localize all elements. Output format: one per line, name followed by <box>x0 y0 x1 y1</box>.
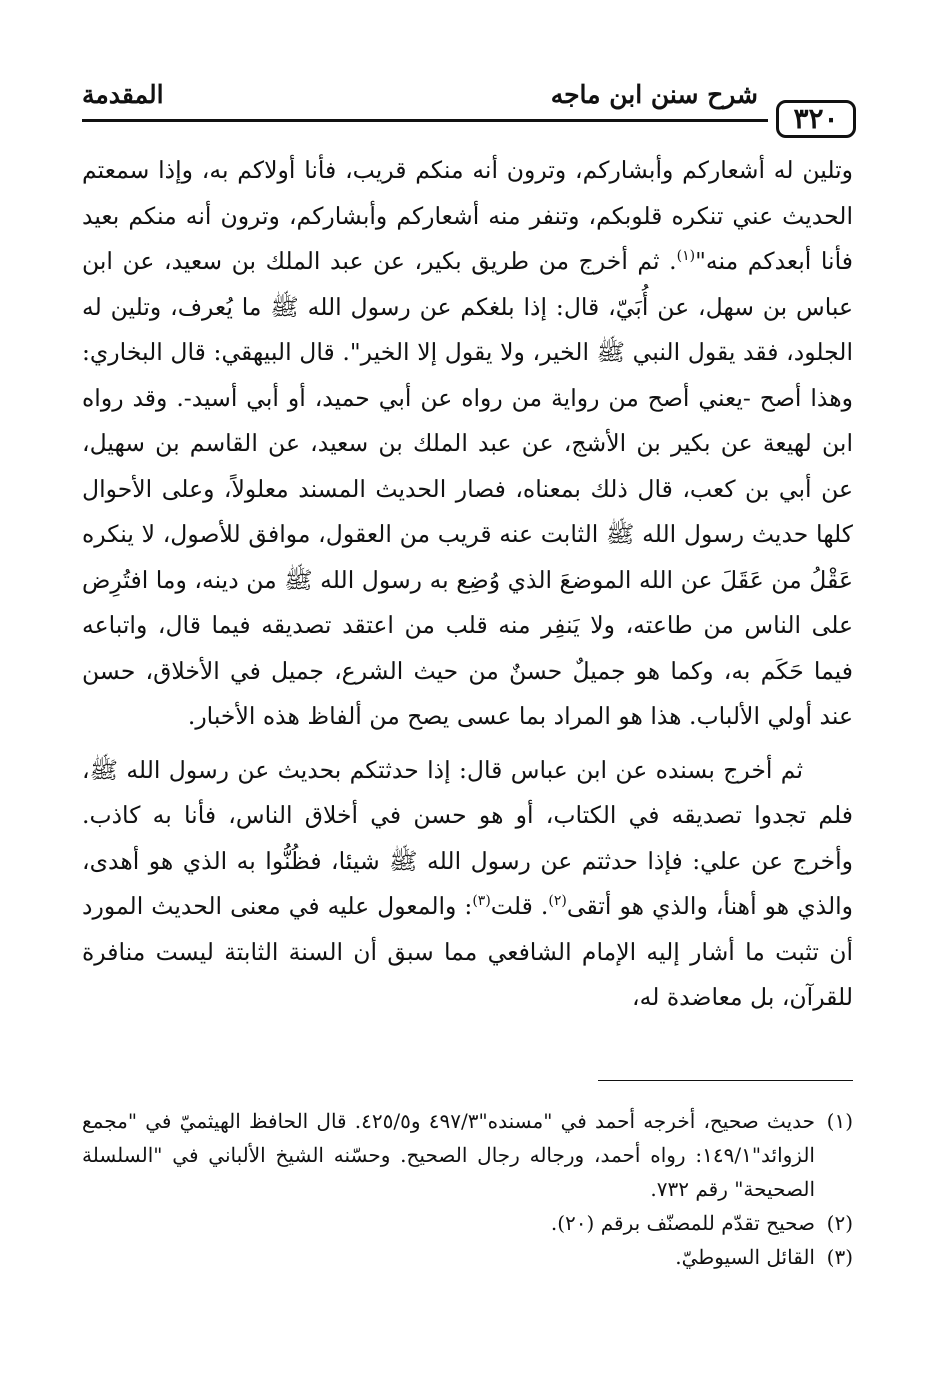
page-number: ٣٢٠ <box>776 100 856 138</box>
paragraph <box>82 148 853 740</box>
book-title: شرح سنن ابن ماجه <box>550 80 758 109</box>
section-title: المقدمة <box>82 80 164 109</box>
footnote-separator <box>598 1080 853 1081</box>
footnotes <box>82 1104 853 1274</box>
footnote <box>82 1240 853 1274</box>
paragraph <box>82 748 853 1021</box>
footnote-ref: (٢) <box>548 893 567 910</box>
paragraph-text: . قلت <box>490 892 549 920</box>
footnote-number: (٣) <box>826 1245 853 1269</box>
footnote-ref: (٣) <box>472 893 491 910</box>
footnote <box>82 1206 853 1240</box>
footnote-number: (٢) <box>826 1211 853 1235</box>
header-rule <box>82 119 768 122</box>
footnote-text: صحيح تقدّم للمصنّف برقم (٢٠). <box>550 1211 815 1235</box>
footnote-text: القائل السيوطيّ. <box>675 1245 815 1269</box>
footnote-text: حديث صحيح، أخرجه أحمد في "مسنده"٤٩٧/٣ و٤٢٥/٥. قال الحافظ الهيثميّ في "مجمع الزوائد"١٤٩/١: رواه أحمد، ورجاله رجال الصحيح. وحسّنه الشيخ الألباني في "السلسلة الصحيحة" رقم ٧٣٢. <box>82 1109 815 1201</box>
footnote <box>82 1104 853 1206</box>
main-text <box>82 148 853 1021</box>
paragraph-text: ثم أخرج بسنده عن ابن عباس قال: إذا حدثتكم بحديث عن رسول الله ﷺ، فلم تجدوا تصديقه في الكتاب، أو هو حسن في أخلاق الناس، فأنا به كاذب. وأخرج عن علي: فإذا حدثتم عن رسول الله ﷺ شيئا، فظُنُّوا به الذي هو أهدى، والذي هو أهنأ، والذي هو أتقى <box>82 755 853 920</box>
paragraph-text: وتلين له أشعاركم وأبشاركم، وترون أنه منكم قريب، فأنا أولاكم به، وإذا سمعتم الحديث عني تنكره قلوبكم، وتنفر منه أشعاركم وأبشاركم، وترون أنه منكم بعيد فأنا أبعدكم منه" <box>82 156 853 275</box>
footnote-number: (١) <box>826 1109 853 1133</box>
footnote-ref: (١) <box>676 248 696 265</box>
paragraph-text: : والمعول عليه في معنى الحديث المورد أن تثبت ما أشار إليه الإمام الشافعي مما سبق أن السنة الثابتة ليست منافرة للقرآن، بل معاضدة له، <box>82 892 853 1011</box>
paragraph-text: . ثم أخرج من طريق بكير، عن عبد الملك بن سعيد، عن ابن عباس بن سهل، عن أُبَيّ، قال: إذا بلغكم عن رسول الله ﷺ ما يُعرف، وتلين له الجلود، فقد يقول النبي ﷺ الخير، ولا يقول إلا الخير". قال البيهقي: قال البخاري: وهذا أصح -يعني أصح من رواية من رواه عن أبي حميد، أو أبي أسيد-. وقد رواه ابن لهيعة عن بكير بن الأشج، عن عبد الملك بن سعيد، عن القاسم بن سهيل، عن أبي بن كعب، قال ذلك بمعناه، فصار الحديث المسند معلولاً، وعلى الأحوال كلها حديث رسول الله ﷺ الثابت عنه قريب من العقول، موافق للأصول، لا ينكره عَقْلُ من عَقَلَ عن الله الموضعَ الذي وُضِع به رسول الله ﷺ من دينه، وما افتُرِض على الناس من طاعته، ولا يَنفِر منه قلب من اعتقد تصديقه فيما قال، واتباعه فيما حَكَم به، وكما هو جميلٌ حسنٌ من حيث الشرع، جميل في الأخلاق، حسن عند أولي الألباب. هذا هو المراد بما عسى يصح من ألفاظ هذه الأخبار. <box>82 247 853 730</box>
